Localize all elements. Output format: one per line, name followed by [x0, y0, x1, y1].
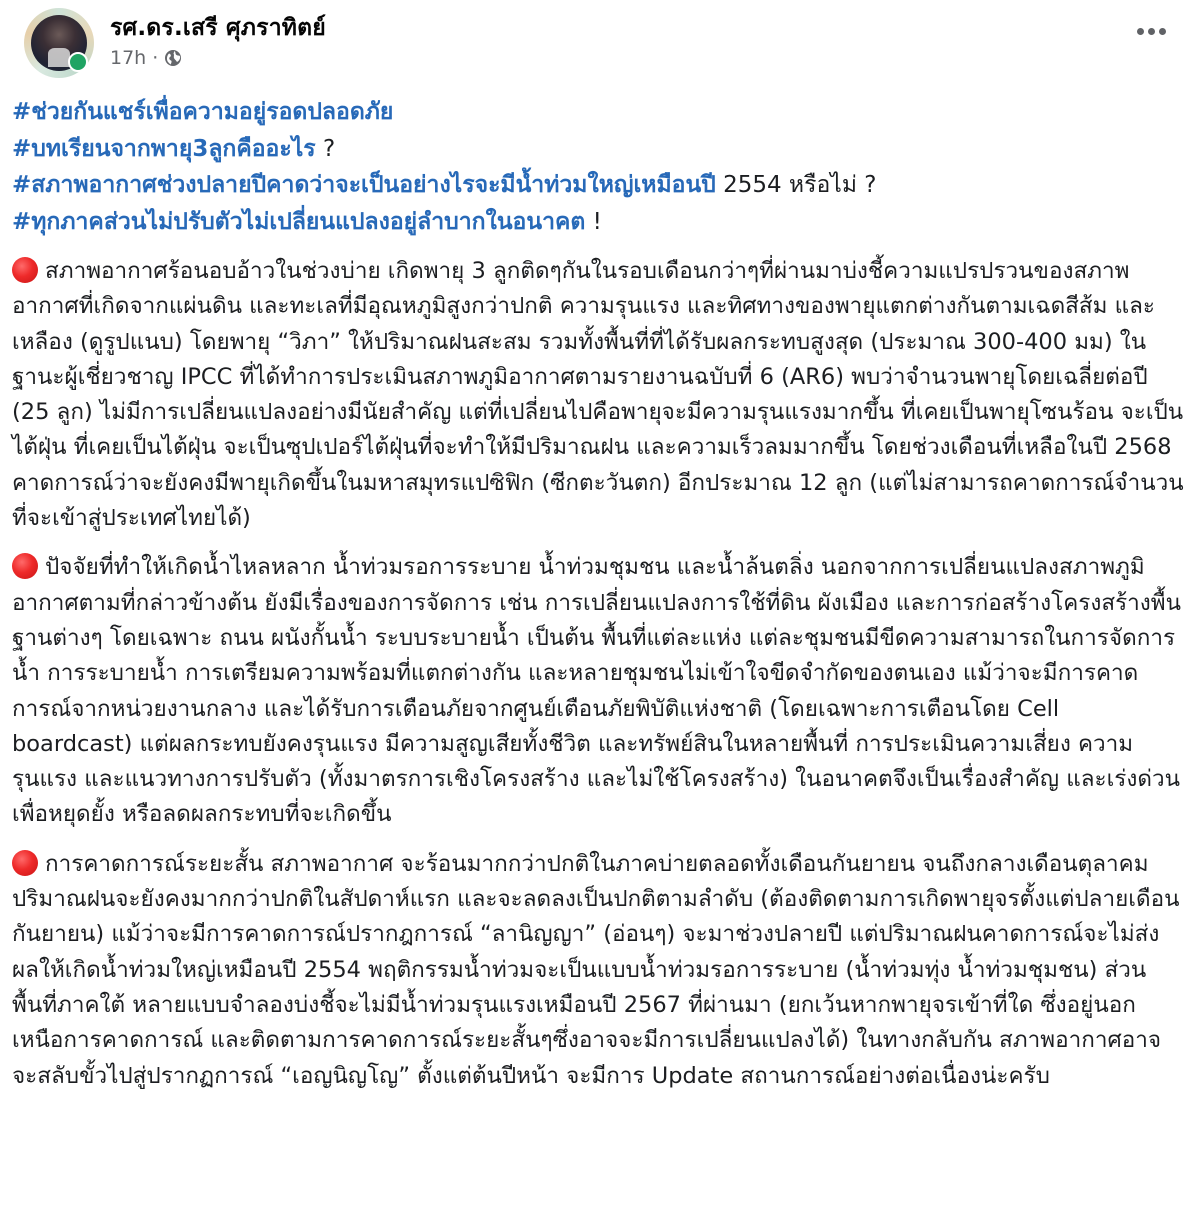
more-options-button[interactable] [1137, 28, 1166, 35]
hashtag-suffix: ? [315, 135, 336, 162]
hashtag-suffix: 2554 หรือไม่ ? [715, 172, 877, 198]
hashtag-line [12, 167, 1186, 204]
hashtag-link[interactable]: #ทุกภาคส่วนไม่ปรับตัวไม่เปลี่ยนแปลงอยู่ลำบากในอนาคต [12, 208, 586, 235]
avatar-badge-icon [68, 52, 88, 72]
post-paragraph [12, 847, 1186, 1094]
paragraph-text: การคาดการณ์ระยะสั้น สภาพอากาศ จะร้อนมากกว่าปกติในภาคบ่ายตลอดทั้งเดือนกันยายน จนถึงกลางเดือนตุลาคม ปริมาณฝนจะยังคงมากกว่าปกติในสัปดาห์แรก และจะลดลงเป็นปกติตามลำดับ (ต้องติดตามการเกิดพายุจรตั้งแต่ปลายเดือนกันยายน) แม้ว่าจะมีการคาดการณ์ปรากฎการณ์ “ลานิญญา” (อ่อนๆ) จะมาช่วงปลายปี แต่ปริมาณฝนคาดการณ์จะไม่ส่งผลให้เกิดน้ำท่วมใหญ่เหมือนปี 2554 พฤติกรรมน้ำท่วมจะเป็นแบบน้ำท่วมรอการระบาย (น้ำท่วมทุ่ง น้ำท่วมชุมชน) ส่วนพื้นที่ภาคใต้ หลายแบบจำลองบ่งชี้จะไม่มีน้ำท่วมรุนแรงเหมือนปี 2567 ที่ผ่านมา (ยกเว้นหากพายุจรเข้าที่ใด ซึ่งอยู่นอกเหนือการคาดการณ์ และติดตามการคาดการณ์ระยะสั้นๆซึ่งอาจจะมีการเปลี่ยนแปลงได้) ในทางกลับกัน สภาพอากาศอาจจะสลับขั้วไปสู่ปรากฏการณ์ “เอญนิญโญ” ตั้งแต่ต้นปีหน้า จะมีการ Update สถานการณ์อย่างต่อเนื่องน่ะครับ [12, 850, 1180, 1089]
post-timestamp[interactable]: 17h [110, 47, 147, 69]
red-circle-icon [12, 257, 38, 283]
globe-icon[interactable] [164, 49, 182, 67]
post-paragraph [12, 254, 1186, 536]
author-name[interactable]: รศ.ดร.เสรี ศุภราทิตย์ [110, 15, 326, 41]
hashtag-link[interactable]: #ช่วยกันแชร์เพื่อความอยู่รอดปลอดภัย [12, 99, 394, 125]
hashtag-suffix: ! [585, 208, 602, 235]
more-dot [1159, 28, 1166, 35]
meta-separator: · [152, 47, 159, 69]
more-horizontal-icon [1137, 28, 1144, 35]
post-header [12, 0, 1186, 92]
hashtag-list [12, 94, 1186, 240]
post-meta [110, 47, 182, 69]
red-circle-icon [12, 553, 38, 579]
post-paragraph [12, 550, 1186, 832]
hashtag-link[interactable]: #บทเรียนจากพายุ3ลูกคืออะไร [12, 135, 316, 162]
paragraph-text: สภาพอากาศร้อนอบอ้าวในช่วงบ่าย เกิดพายุ 3 ลูกติดๆกันในรอบเดือนกว่าๆที่ผ่านมาบ่งชี้ความแปรปรวนของสภาพอากาศที่เกิดจากแผ่นดิน และทะเลที่มีอุณหภูมิสูงกว่าปกติ ความรุนแรง และทิศทางของพายุแตกต่างกันตามเฉดสีส้ม และเหลือง (ดูรูปแนบ) โดยพายุ “วิภา” ให้ปริมาณฝนสะสม รวมทั้งพื้นที่ที่ได้รับผลกระทบสูงสุด (ประมาณ 300-400 มม) ในฐานะผู้เชี่ยวชาญ IPCC ที่ได้ทำการประเมินสภาพภูมิอากาศตามรายงานฉบับที่ 6 (AR6) พบว่าจำนวนพายุโดยเฉลี่ยต่อปี (25 ลูก) ไม่มีการเปลี่ยนแปลงอย่างมีนัยสำคัญ แต่ที่เปลี่ยนไปคือพายุจะมีความรุนแรงมากขึ้น ที่เคยเป็นพายุโซนร้อน จะเป็นไต้ฝุ่น ที่เคยเป็นไต้ฝุ่น จะเป็นซุปเปอร์ไต้ฝุ่นที่จะทำให้มีปริมาณฝน และความเร็วลมมากขึ้น โดยช่วงเดือนที่เหลือในปี 2568 คาดการณ์ว่าจะยังคงมีพายุเกิดขึ้นในมหาสมุทรแปซิฟิก (ซีกตะวันตก) อีกประมาณ 12 ลูก (แต่ไม่สามารถคาดการณ์จำนวนที่จะเข้าสู่ประเทศไทยได้) [12, 258, 1184, 532]
hashtag-line [12, 204, 1186, 241]
avatar[interactable] [24, 8, 94, 78]
more-dot [1148, 28, 1155, 35]
hashtag-line [12, 131, 1186, 168]
hashtag-line [12, 94, 1186, 131]
red-circle-icon [12, 850, 38, 876]
hashtag-link[interactable]: #สภาพอากาศช่วงปลายปีคาดว่าจะเป็นอย่างไรจะมีน้ำท่วมใหญ่เหมือนปี [12, 172, 716, 198]
paragraph-text: ปัจจัยที่ทำให้เกิดน้ำไหลหลาก น้ำท่วมรอการระบาย น้ำท่วมชุมชน และน้ำล้นตลิ่ง นอกจากการเปลี่ยนแปลงสภาพภูมิอากาศตามที่กล่าวข้างต้น ยังมีเรื่องของการจัดการ เช่น การเปลี่ยนแปลงการใช้ที่ดิน ผังเมือง และการก่อสร้างโครงสร้างพื้นฐานต่างๆ โดยเฉพาะ ถนน ผนังกั้นน้ำ ระบบระบายน้ำ เป็นต้น พื้นที่แต่ละแห่ง แต่ละชุมชนมีขีดความสามารถในการจัดการน้ำ การระบายน้ำ การเตรียมความพร้อมที่แตกต่างกัน และหลายชุมชนไม่เข้าใจขีดจำกัดของตนเอง แม้ว่าจะมีการคาดการณ์จากหน่วยงานกลาง และได้รับการเตือนภัยจากศูนย์เตือนภัยพิบัติแห่งชาติ (โดยเฉพาะการเตือนโดย Cell boardcast) แต่ผลกระทบยังคงรุนแรง มีความสูญเสียทั้งชีวิต และทรัพย์สินในหลายพื้นที่ การประเมินความเสี่ยง ความรุนแรง และแนวทางการปรับตัว (ทั้งมาตรการเชิงโครงสร้าง และไม่ใช้โครงสร้าง) ในอนาคตจึงเป็นเรื่องสำคัญ และเร่งด่วนเพื่อหยุดยั้ง หรือลดผลกระทบที่จะเกิดขึ้น [12, 554, 1182, 828]
